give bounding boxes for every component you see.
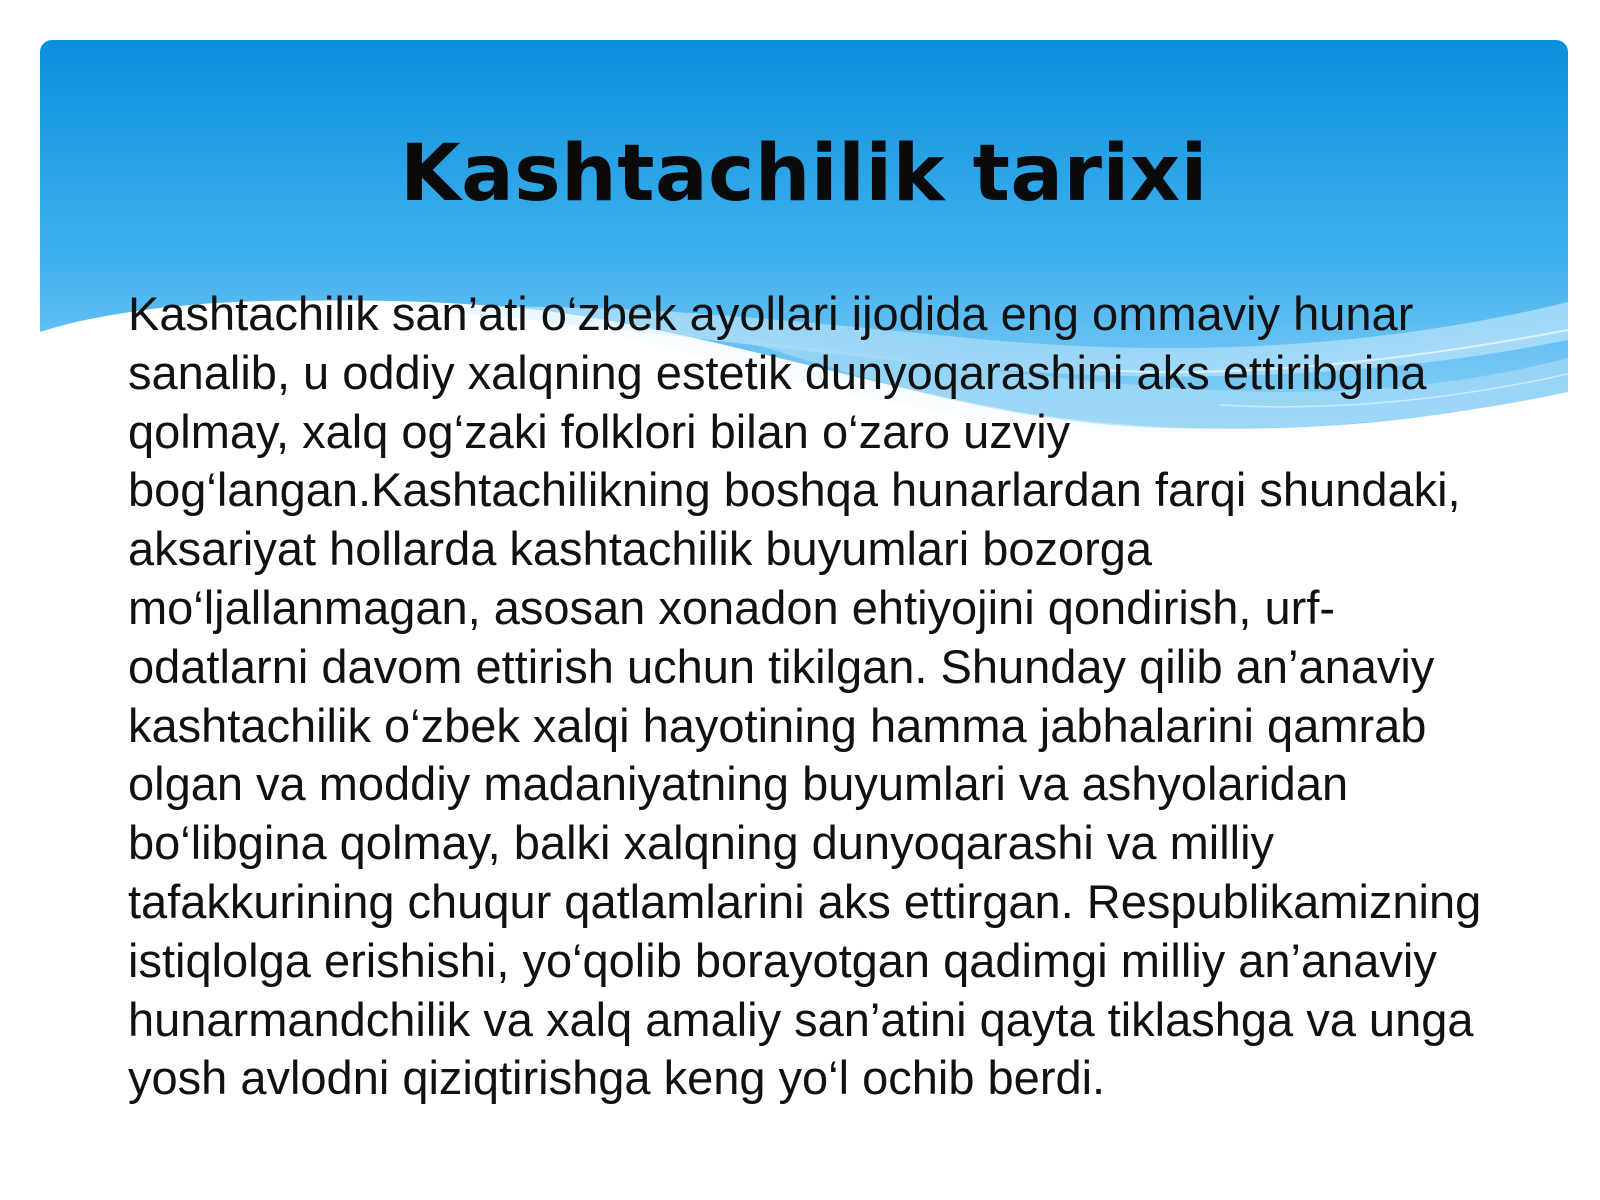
slide-title: Kashtachilik tarixi <box>400 129 1208 219</box>
slide-body-text: Kashtachilik san’ati o‘zbek ayollari ijodida eng ommaviy hunar sanalib, u oddiy xalqning estetik dunyoqarashini aks ettiribgina qolmay, xalq og‘zaki folklori bilan o‘zaro uzviy bog‘langan.Kashtachilikning boshqa hunarlardan farqi shundaki, aksariyat hollarda kashtachilik buyumlari bozorga mo‘ljallanmagan, asosan xonadon ehtiyojini qondirish, urf-odatlarni davom ettirish uchun tikilgan. Shunday qilib an’anaviy kashtachilik o‘zbek xalqi hayotining hamma jabhalarini qamrab olgan va moddiy madaniyatning buyumlari va ashyolaridan bo‘libgina qolmay, balki xalqning dunyoqarashi va milliy tafakkurining chuqur qatlamlarini aks ettirgan. Respublikamizning istiqlolga erishishi, yo‘qolib borayotgan qadimgi milliy an’anaviy hunarmandchilik va xalq amaliy san’atini qayta tiklashga va unga yosh avlodni qiziqtirishga keng yo‘l ochib berdi. <box>128 287 1482 1105</box>
